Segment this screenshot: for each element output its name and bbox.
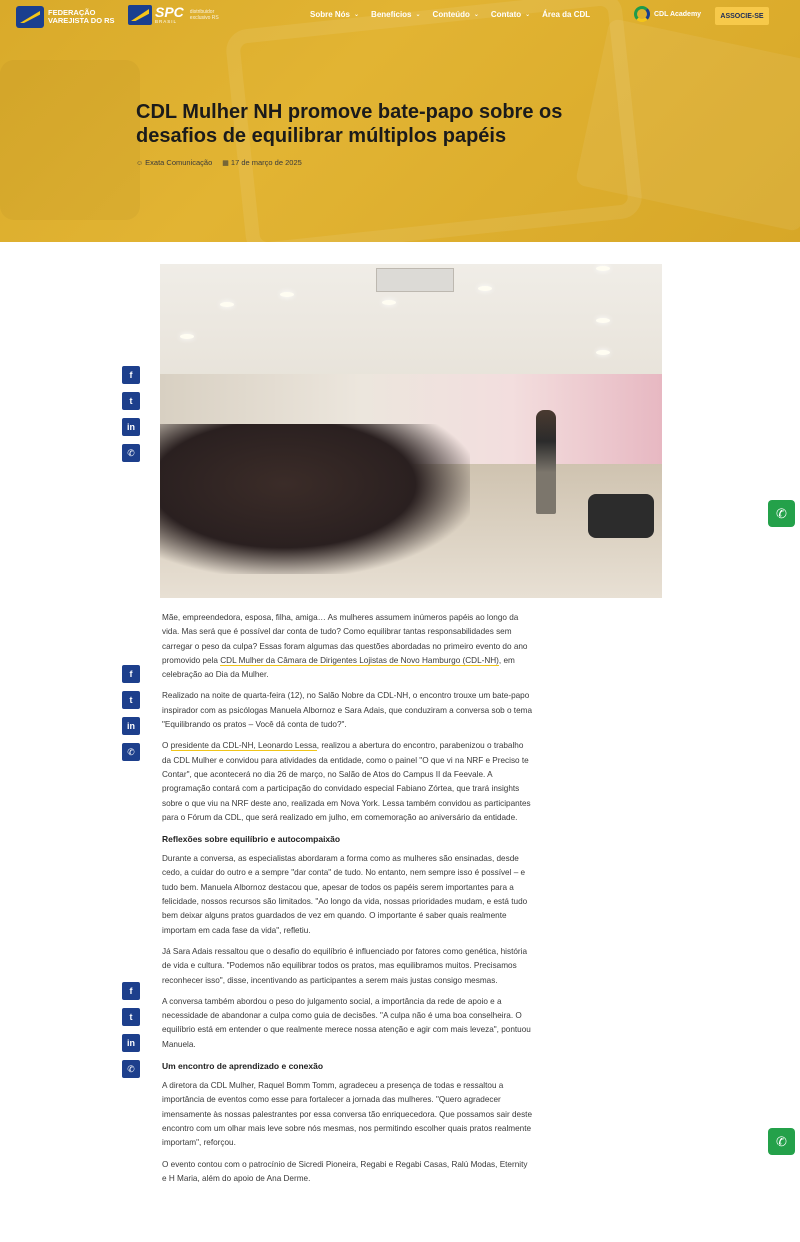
hero-banner — [0, 0, 800, 242]
section-heading: Reflexões sobre equilíbrio e autocompaixão — [162, 834, 341, 845]
twitter-icon[interactable]: t — [122, 691, 140, 709]
linkedin-icon[interactable]: in — [122, 418, 140, 436]
facebook-icon[interactable]: f — [122, 982, 140, 1000]
nav-sobre-nos[interactable] — [310, 10, 359, 19]
nav-label: Conteúdo — [432, 10, 470, 19]
post-date — [222, 158, 302, 167]
whatsapp-icon: ✆ — [776, 505, 787, 521]
author-name: Exata Comunicação — [145, 158, 213, 167]
nav-label: Sobre Nós — [310, 10, 351, 19]
cdl-academy-link[interactable] — [634, 6, 701, 22]
calendar-icon: ▦ — [222, 160, 229, 167]
share-bar — [122, 665, 140, 769]
article-paragraph: Durante a conversa, as especialistas abordaram a forma como as mulheres são ensinadas, desde cedo, a cuidar do outro e a sempre "dar conta" de tudo. No entanto, nem sempre isso é possível – e tudo bem. Manuela Albornoz destacou que, apesar de todos os papéis serem importantes para a felicidade, nossos recursos são limitados. "Ao longo da vida, nossas prioridades mudam, e está tudo bem deixar alguns pratos guardados de vez em quando. O importante é saber quais realmente importam em cada fase da vida", refletiu. — [162, 854, 528, 935]
whatsapp-icon[interactable]: ✆ — [122, 743, 140, 761]
photo-light — [180, 334, 194, 339]
photo-light — [596, 350, 610, 355]
associe-se-button[interactable]: ASSOCIE-SE — [715, 7, 769, 25]
linkedin-icon[interactable]: in — [122, 717, 140, 735]
whatsapp-icon[interactable]: ✆ — [122, 444, 140, 462]
whatsapp-icon[interactable]: ✆ — [122, 1060, 140, 1078]
nav-conteudo[interactable] — [433, 10, 479, 19]
photo-light — [596, 266, 610, 271]
nav-label: Benefícios — [371, 10, 412, 19]
photo-light — [478, 286, 492, 291]
share-bar — [122, 366, 140, 470]
cdl-academy-icon — [634, 6, 650, 22]
spc-distributor-text: distribuidor exclusivo RS — [189, 9, 219, 21]
whatsapp-icon: ✆ — [776, 1133, 787, 1149]
federacao-logo-icon — [16, 6, 44, 28]
article-paragraph: Realizado na noite de quarta-feira (12), no Salão Nobre da CDL-NH, o encontro trouxe um bate-papo inspirador com as psicólogas Manuela Albornoz e Sara Adais, que conduziram a conversa sob o tema "Equilibrando os pratos – Você dá conta de tudo?". — [162, 691, 533, 730]
nav-area-da-cdl[interactable] — [542, 10, 590, 19]
hero-decoration — [0, 60, 140, 220]
top-navigation — [0, 0, 800, 34]
facebook-icon[interactable]: f — [122, 366, 140, 384]
date-text: 17 de março de 2025 — [230, 158, 302, 167]
chevron-down-icon: ⌄ — [415, 12, 421, 18]
article-paragraph: A conversa também abordou o peso do julgamento social, a importância da rede de apoio e a necessidade de abandonar a culpa como guia de decisões. "A culpa não é uma boa conselheira. O equilíbrio está em entender o que realmente merece nossa atenção e agir com mais leveza", pontuou Manuela. — [162, 996, 531, 1049]
article-paragraph: O evento contou com o patrocínio de Sicredi Pioneira, Regabi e Regabi Casas, Ralú Modas, Eternity e H Maria, além do apoio de Ana Derme. — [162, 1159, 528, 1183]
linkedin-icon[interactable]: in — [122, 1034, 140, 1052]
federacao-logo-text: FEDERAÇÃO VAREJISTA DO RS — [48, 8, 115, 25]
spc-logo-subtext: BRASIL — [155, 19, 178, 24]
post-author[interactable] — [136, 158, 212, 167]
article-paragraph — [162, 739, 534, 825]
paragraph-text: Mãe, empreendedora, esposa, filha, amiga… As mulheres assumem inúmeros papéis ao longo da vida. Mas será que é possível dar conta de tudo? Como equilibrar tantas responsabilidades sem carregar o peso da culpa? Essas foram algumas das questões abordadas no primeiro evento do ano promovido pela — [162, 613, 528, 665]
nav-beneficios[interactable] — [371, 10, 421, 19]
federacao-logo[interactable] — [16, 5, 118, 29]
photo-light — [382, 300, 396, 305]
chevron-down-icon: ⌄ — [525, 12, 531, 18]
section-heading: Um encontro de aprendizado e conexão — [162, 1061, 324, 1072]
post-meta — [136, 158, 302, 167]
photo-audience — [160, 424, 470, 574]
article-paragraph: Já Sara Adais ressaltou que o desafio do equilíbrio é influenciado por fatores como genética, história de vida e cultura. "Podemos não equilibrar todos os pratos, mas equilibramos muitos. Precisamos reconhecer isso", disse, incentivando as participantes a serem mais justas consigo mesmas. — [162, 946, 528, 985]
chevron-down-icon: ⌄ — [354, 12, 360, 18]
user-icon: ☺ — [136, 160, 144, 167]
spc-brasil-logo[interactable] — [128, 5, 226, 25]
photo-speaker — [536, 410, 556, 514]
spc-logo-icon — [128, 5, 152, 25]
photo-ac-unit — [376, 268, 454, 292]
photo-chair — [588, 494, 654, 538]
main-nav — [310, 10, 590, 19]
photo-light — [220, 302, 234, 307]
spc-logo-text: SPC — [155, 4, 184, 20]
share-bar — [122, 982, 140, 1086]
nav-label: Contato — [490, 10, 522, 19]
paragraph-text: , em celebração ao Dia da Mulher. — [162, 655, 515, 680]
nav-label: Área da CDL — [542, 10, 591, 19]
paragraph-text: , realizou a abertura do encontro, parabenizou o trabalho da CDL Mulher e convidou para atividades da entidade, como o painel "O que vi na NRF e Preciso te Contar", que acontecerá no dia 26 de março, no Salão de Atos do Campus II da Feevale. A programação contará com a participação do convidado especial Fabiano Zórtea, que trará insights sobre o que viu na NRF deste ano, realizada em Nova York. Lessa também convidou as participantes para o Fórum da CDL, que será realizado em julho, em comemoração ao aniversário da entidade. — [162, 741, 531, 822]
twitter-icon[interactable]: t — [122, 1008, 140, 1026]
nav-contato[interactable] — [491, 10, 530, 19]
event-photo — [160, 264, 662, 598]
whatsapp-float-button[interactable] — [768, 500, 795, 527]
chevron-down-icon: ⌄ — [473, 12, 479, 18]
paragraph-text: O — [162, 741, 171, 751]
facebook-icon[interactable]: f — [122, 665, 140, 683]
whatsapp-float-button[interactable] — [768, 1128, 795, 1155]
page-title: CDL Mulher NH promove bate-papo sobre os desafios de equilibrar múltiplos papéis — [136, 101, 563, 147]
article-paragraph — [162, 611, 534, 682]
cdl-mulher-link[interactable]: CDL Mulher da Câmara de Dirigentes Lojistas de Novo Hamburgo (CDL-NH) — [220, 655, 499, 665]
presidente-link[interactable]: presidente da CDL-NH, Leonardo Lessa — [170, 741, 317, 751]
article-paragraph: A diretora da CDL Mulher, Raquel Bomm Tomm, agradeceu a presença de todas e ressaltou a importância de eventos como esse para fortalecer a jornada das mulheres. "Quero agradecer imensamente às nossas palestrantes por essa conversa tão enriquecedora. Que possamos sair deste encontro com um olhar mais leve sobre nós mesmas, nos permitindo escolher quais pratos realmente importam", reforçou. — [162, 1081, 533, 1148]
cdl-academy-label: CDL Academy — [654, 10, 702, 18]
twitter-icon[interactable]: t — [122, 392, 140, 410]
photo-light — [596, 318, 610, 323]
photo-light — [280, 292, 294, 297]
article-body — [162, 611, 534, 1193]
